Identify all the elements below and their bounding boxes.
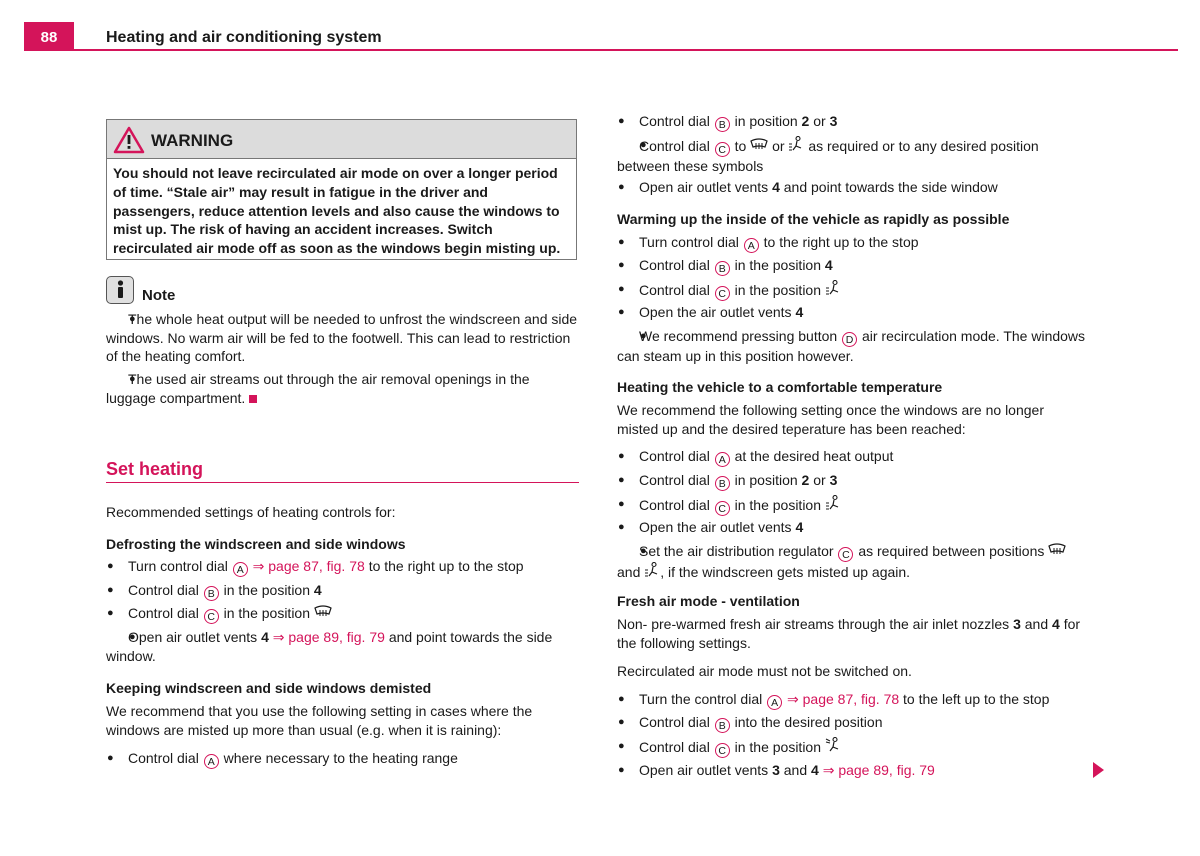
list-item: ● Control dial A at the desired heat output <box>617 447 1087 467</box>
windscreen-defrost-icon <box>1048 543 1066 556</box>
windscreen-defrost-icon <box>314 605 332 618</box>
list-item: ● Open air outlet vents 4 ⇒ page 89, fig. 79 and point towards the side window. <box>106 628 579 665</box>
header-rule <box>24 49 1178 51</box>
list-item: ● Control dial C in the position <box>617 737 1087 758</box>
list-item: ● Control dial C in the position <box>617 280 1087 301</box>
note-item: ● The used air streams out through the air removal openings in the luggage compartment. <box>106 370 579 407</box>
list-item: ● Turn control dial A to the right up to the stop <box>617 233 1087 253</box>
dial-c-badge: C <box>204 609 219 624</box>
end-marker <box>249 395 257 403</box>
page-link[interactable]: ⇒ page 89, fig. 79 <box>272 629 385 645</box>
page-header-title: Heating and air conditioning system <box>106 29 382 46</box>
dial-c-badge: C <box>715 142 730 157</box>
dial-a-badge: A <box>233 562 248 577</box>
info-note-icon <box>106 276 134 304</box>
dial-c-badge: C <box>715 286 730 301</box>
footwell-icon <box>825 495 841 510</box>
list-item: ● Control dial B into the desired position <box>617 713 1087 733</box>
list-item: ● Control dial C in the position <box>617 495 1087 516</box>
list-item: ● Open air outlet vents 3 and 4 ⇒ page 89, fig. 79 <box>617 761 1087 780</box>
footwell-icon <box>644 562 660 577</box>
list-item: ● Open the air outlet vents 4 <box>617 303 1087 322</box>
dial-c-badge: C <box>838 547 853 562</box>
dial-c-badge: C <box>715 743 730 758</box>
dial-b-badge: B <box>715 476 730 491</box>
dial-a-badge: A <box>715 452 730 467</box>
dial-d-badge: D <box>842 332 857 347</box>
note-item: ● The whole heat output will be needed to unfrost the windscreen and side windows. No warm air will be fed to the footwell. This can lead to restriction of the heating comfort. <box>106 310 579 366</box>
dial-b-badge: B <box>715 117 730 132</box>
section-rule <box>106 482 579 483</box>
page-number-box <box>24 22 74 50</box>
warning-box <box>106 119 577 260</box>
note-title: Note <box>142 287 176 304</box>
list-item: ● Control dial B in position 2 or 3 <box>617 471 1087 491</box>
fresh-intro2: Recirculated air mode must not be switched on. <box>617 663 912 679</box>
dial-b-badge: B <box>204 586 219 601</box>
windscreen-defrost-icon <box>750 138 768 151</box>
list-item: ● We recommend pressing button D air recirculation mode. The windows can steam up in this position however. <box>617 327 1087 366</box>
page-number: 88 <box>40 29 58 46</box>
list-item: ● Turn the control dial A ⇒ page 87, fig. 78 to the left up to the stop <box>617 690 1087 710</box>
footwell-icon <box>825 280 841 295</box>
warning-triangle-icon <box>113 126 145 154</box>
list-item: ● Open the air outlet vents 4 <box>617 518 1087 537</box>
dial-a-badge: A <box>767 695 782 710</box>
list-item: ● Control dial B in position 2 or 3 <box>617 112 1087 132</box>
dial-a-badge: A <box>744 238 759 253</box>
demist-heading: Keeping windscreen and side windows demisted <box>106 680 432 696</box>
fresh-heading: Fresh air mode - ventilation <box>617 593 800 609</box>
face-vent-icon <box>825 737 841 752</box>
page-link[interactable]: ⇒ page 87, fig. 78 <box>787 691 900 707</box>
list-item: ● Control dial A where necessary to the heating range <box>106 749 579 769</box>
list-item: ● Control dial B in the position 4 <box>617 256 1087 276</box>
warning-title: WARNING <box>151 131 234 150</box>
demist-intro: We recommend that you use the following setting in cases where the windows are misted up more than usual (e.g. when it is raining): <box>106 703 533 738</box>
page-link[interactable]: ⇒ page 89, fig. 79 <box>822 762 935 778</box>
warmup-heading: Warming up the inside of the vehicle as rapidly as possible <box>617 211 1010 227</box>
defrost-heading: Defrosting the windscreen and side windows <box>106 536 406 552</box>
dial-c-badge: C <box>715 501 730 516</box>
list-item: ● Open air outlet vents 4 and point towards the side window <box>617 178 1087 197</box>
dial-a-badge: A <box>204 754 219 769</box>
comfort-heading: Heating the vehicle to a comfortable temperature <box>617 379 943 395</box>
list-item: ● Control dial C in the position <box>106 604 579 624</box>
footwell-icon <box>788 136 804 151</box>
section-title: Set heating <box>106 459 204 479</box>
warning-text: You should not leave recirculated air mode on over a longer period of time. “Stale air” may result in fatigue in the driver and passengers, reduce attention levels and also cause the windows to mist up. The risk of having an accident increases. Switch recirculated air mode off as soon as the windows begin misting up. <box>113 165 561 257</box>
dial-b-badge: B <box>715 718 730 733</box>
section-intro: Recommended settings of heating controls for: <box>106 504 396 520</box>
list-item: ● Turn control dial A ⇒ page 87, fig. 78 to the right up to the stop <box>106 557 579 577</box>
warning-header <box>107 120 576 159</box>
page-link[interactable]: ⇒ page 87, fig. 78 <box>252 558 365 574</box>
fresh-intro: Non- pre-warmed fresh air streams through the air inlet nozzles 3 and 4 for the following settings. <box>617 616 1081 651</box>
next-page-arrow-icon[interactable] <box>1093 762 1104 778</box>
list-item: ● Set the air distribution regulator C as required between positions and , if the windscreen gets misted up again. <box>617 542 1087 582</box>
list-item: ● Control dial B in the position 4 <box>106 581 579 601</box>
dial-b-badge: B <box>715 261 730 276</box>
comfort-intro: We recommend the following setting once the windows are no longer misted up and the desired teperature has been reached: <box>617 402 1044 437</box>
list-item: ● Control dial C to or as required or to any desired position between these symbols <box>617 136 1087 176</box>
